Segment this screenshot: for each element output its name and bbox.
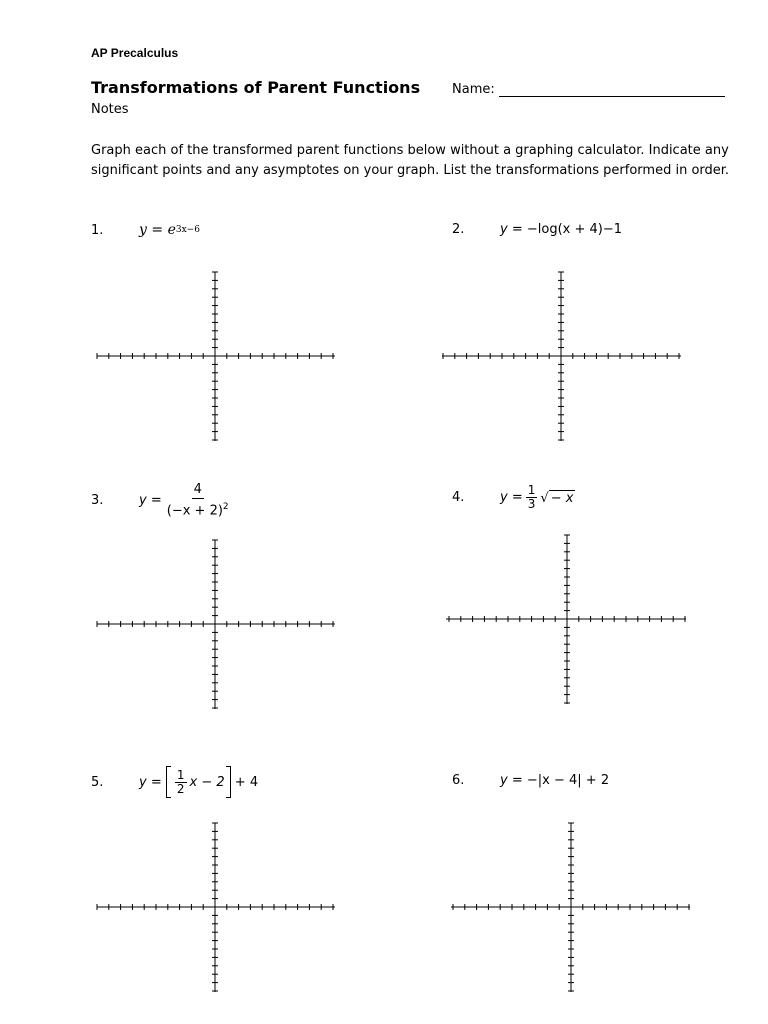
eq-base: e [167,222,176,238]
eq-lhs: y [139,493,147,509]
page-title: Transformations of Parent Functions [91,78,421,97]
eq-sign: = [511,773,523,788]
problem-number: 1. [91,222,104,238]
bracket-inner: x − 2 [189,774,225,790]
eq-lhs: y [500,222,508,237]
page-subtitle: Notes [91,102,129,117]
radicand: − x [550,490,574,506]
problem-number: 5. [91,774,104,790]
numerator: 1 [527,483,536,497]
denominator: 3 [527,497,536,511]
name-label: Name: [452,82,495,97]
eq-sign: = [150,493,162,509]
numerator: 4 [193,482,202,497]
course-label: AP Precalculus [91,46,179,60]
eq-sign: = [511,490,523,505]
numerator: 1 [176,767,185,782]
problem-number: 4. [452,490,465,505]
eq-lhs: y [500,490,508,505]
eq-sign: = [150,774,162,790]
eq-sign: = [151,222,164,238]
eq-lhs: y [500,773,508,788]
radical-sign-icon: √ [540,490,549,506]
problem-number: 6. [452,773,465,788]
eq-lhs: y [139,774,147,790]
eq-rhs: −log(x + 4)−1 [526,222,623,237]
denominator: 2 [176,781,185,796]
problem-number: 3. [91,493,104,509]
eq-exponent: 3x−6 [175,225,200,235]
instructions: Graph each of the transformed parent functions below without a graphing calculator. Indicate any significant points and any asymptotes on your graph. List the transformations performed in order. [91,143,730,178]
denominator-exponent: 2 [222,502,229,512]
problem-number: 2. [452,222,465,237]
eq-rhs: −|x − 4| + 2 [526,773,610,788]
eq-sign: = [511,222,523,237]
eq-tail: + 4 [234,774,259,790]
denominator: $(-x + 2)^2$ [166,502,229,519]
eq-lhs: y [139,222,147,238]
